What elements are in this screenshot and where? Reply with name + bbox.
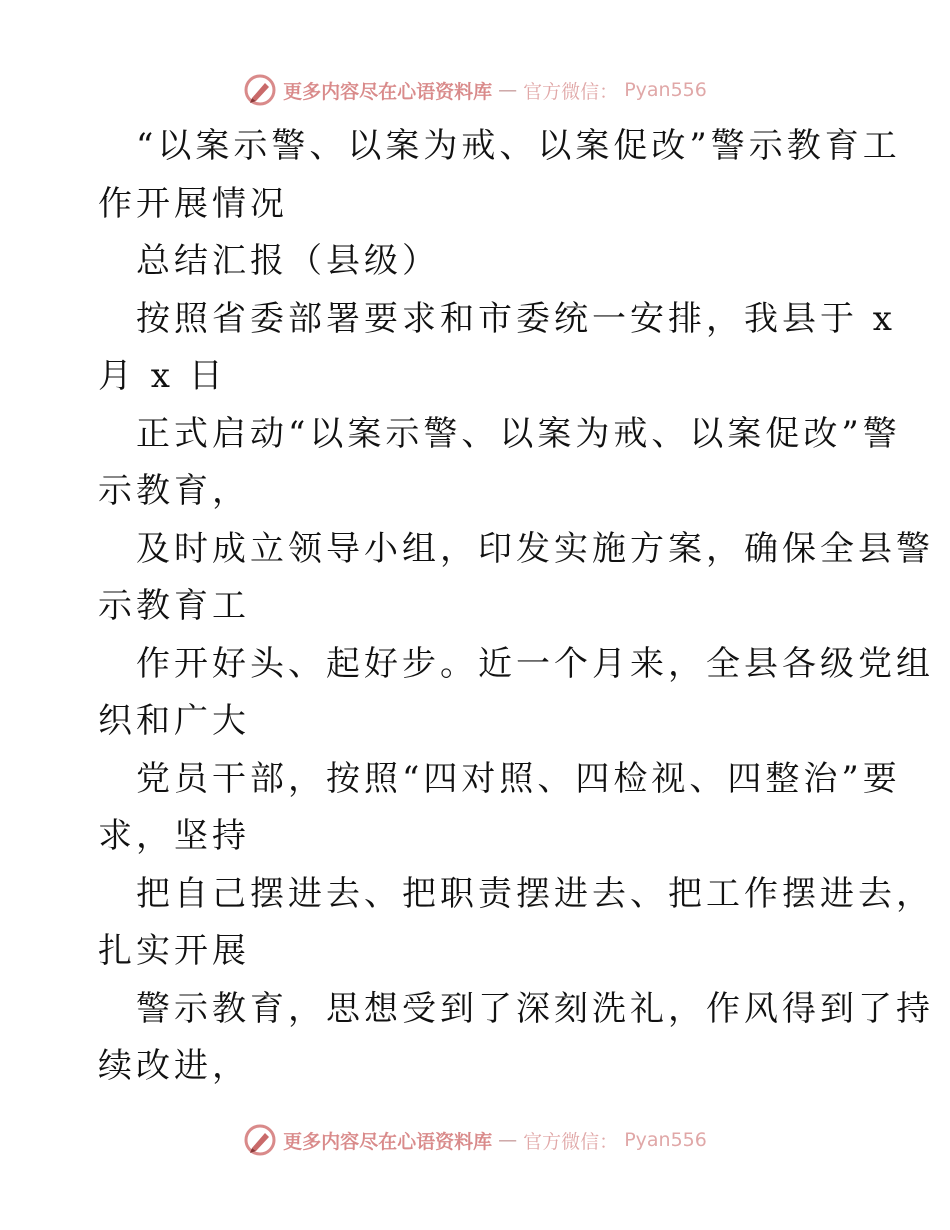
watermark-wechat-label: 官方微信：: [523, 80, 619, 103]
text-line: 求，坚持: [98, 816, 250, 856]
text-line: 及时成立领导小组，印发实施方案，确保全县警: [136, 528, 934, 569]
watermark-site-text: 更多内容尽在心语资料库: [283, 1130, 493, 1153]
watermark-wechat-id: Pyan556: [624, 1129, 707, 1151]
text-line: 总结汇报（县级）: [136, 241, 440, 281]
text-line: 党员干部，按照“四对照、四检视、四整治”要: [136, 758, 901, 799]
watermark-wechat-id: Pyan556: [624, 79, 707, 101]
watermark-separator: —: [498, 79, 518, 101]
text-line: 月 x 日: [98, 356, 227, 396]
pen-logo-icon: [243, 73, 277, 107]
document-body: [98, 118, 934, 1096]
text-line: 正式启动“以案示警、以案为戒、以案促改”警: [136, 413, 901, 454]
text-line: 示教育工: [98, 586, 250, 626]
text-line: 示教育，: [98, 471, 250, 511]
text-line: 把自己摆进去、把职责摆进去、把工作摆进去，: [136, 873, 934, 914]
text-line: 作开好头、起好步。近一个月来，全县各级党组: [136, 643, 934, 684]
watermark-site-text: 更多内容尽在心语资料库: [283, 80, 493, 103]
text-line: 织和广大: [98, 701, 250, 741]
watermark-wechat-label: 官方微信：: [523, 1130, 619, 1153]
text-line: 警示教育，思想受到了深刻洗礼，作风得到了持: [136, 988, 934, 1029]
text-line: “以案示警、以案为戒、以案促改”警示教育工: [136, 126, 901, 166]
text-line: 按照省委部署要求和市委统一安排，我县于 x: [136, 298, 896, 339]
text-line: 续改进，: [98, 1046, 250, 1086]
watermark-separator: —: [498, 1129, 518, 1151]
pen-logo-icon: [243, 1123, 277, 1157]
footer-watermark: [0, 1120, 950, 1160]
text-line: 扎实开展: [98, 931, 250, 971]
header-watermark: [0, 70, 950, 110]
text-line: 作开展情况: [98, 183, 288, 224]
